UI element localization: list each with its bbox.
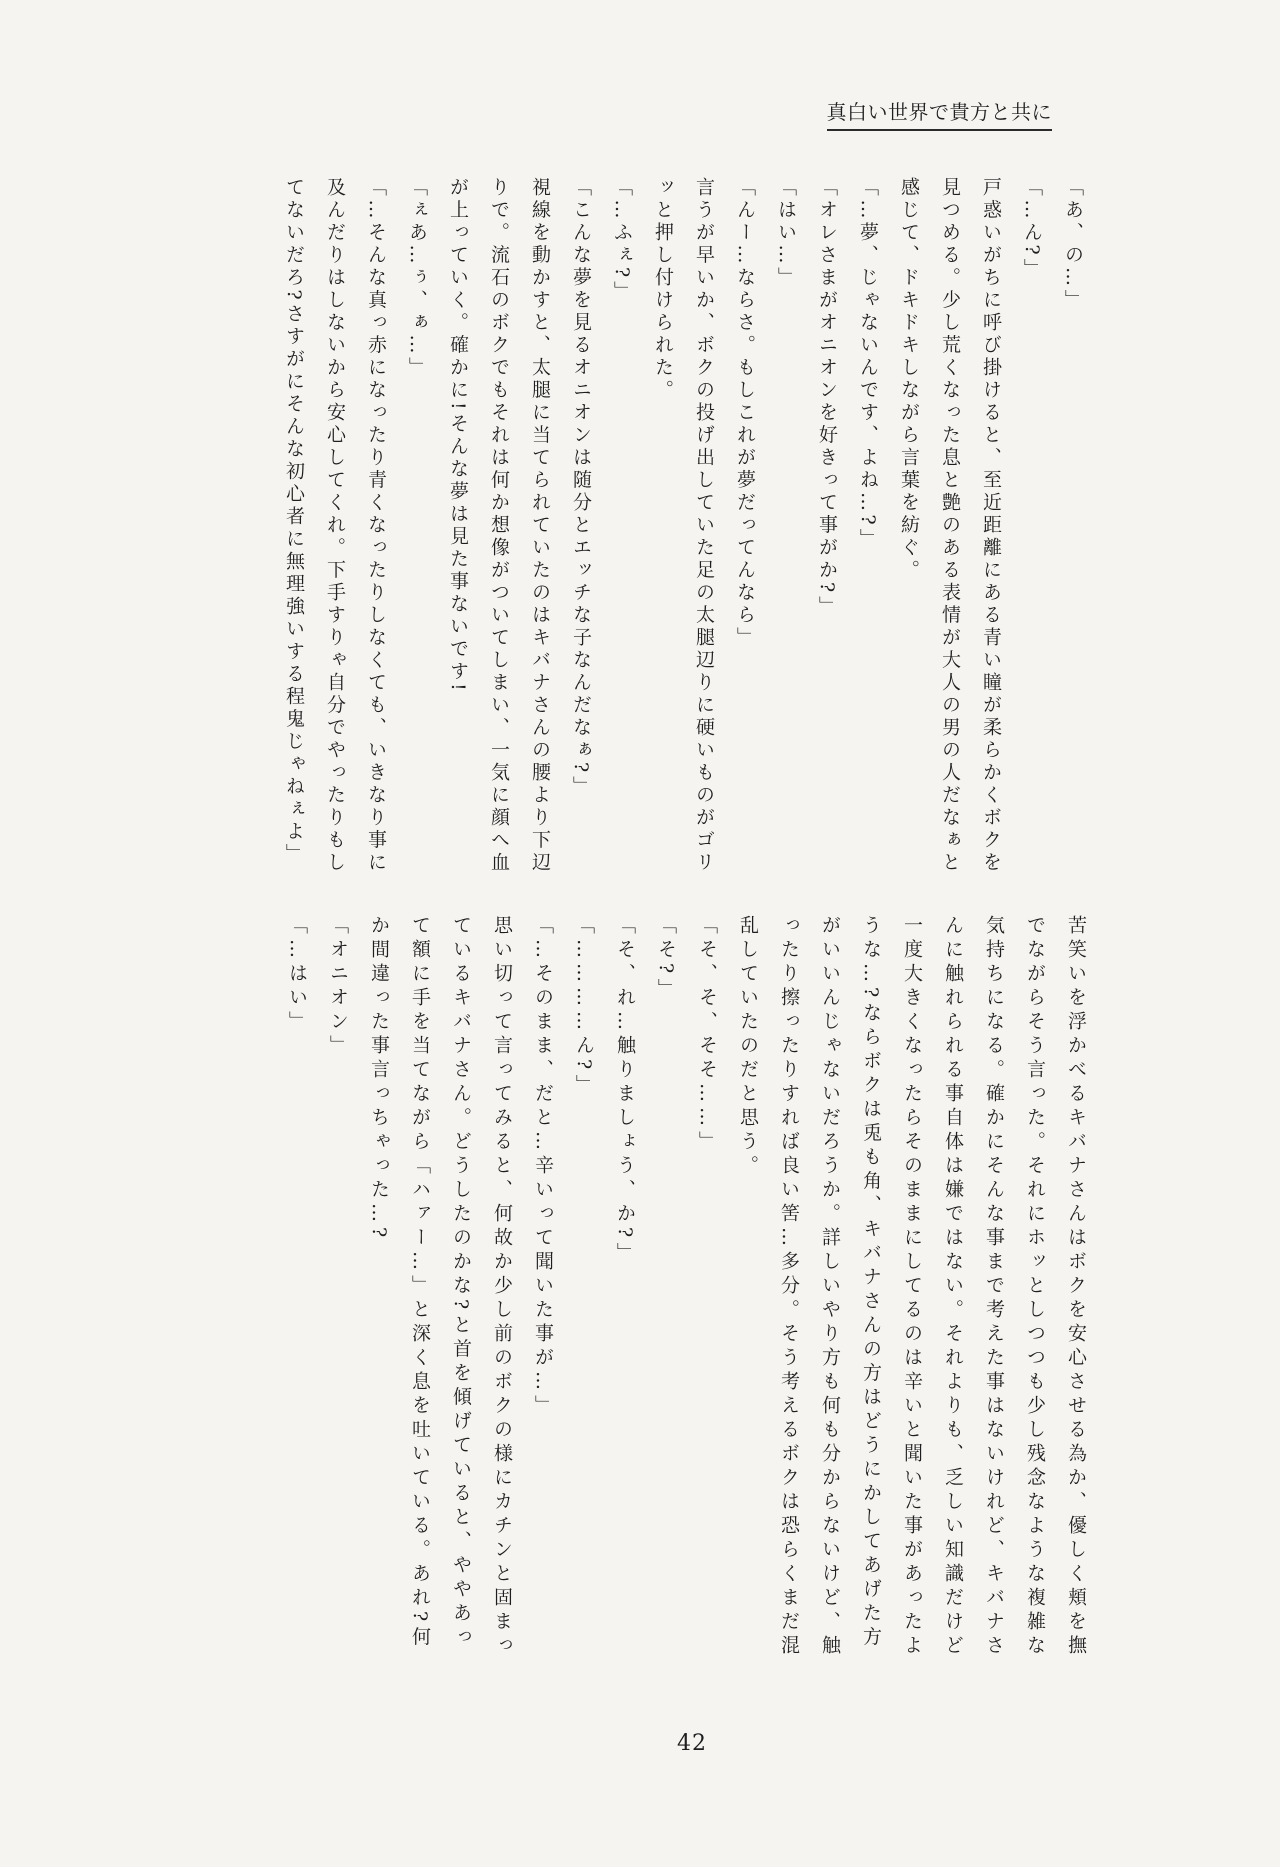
- text-column: 乱していたのだと思う。: [737, 915, 759, 1179]
- text-column: 感じて、ドキドキしながら言葉を紡ぐ。: [898, 177, 920, 582]
- text-column: 「オニオン」: [327, 915, 349, 1059]
- text-column: 「…夢、じゃないんです、よね…?」: [857, 177, 879, 551]
- text-column: てないだろ?さすがにそんな初心者に無理強いする程鬼じゃねぇよ」: [283, 177, 305, 866]
- text-column: 言うが早いか、ボクの投げ出していた足の太腿辺りに硬いものがゴリ: [693, 177, 715, 875]
- text-column: 「こんな夢を見るオニオンは随分とエッチな子なんだなぁ?」: [570, 177, 592, 799]
- text-column: 「そ、れ…触りましょう、か?」: [614, 915, 636, 1267]
- text-column: て額に手を当てながら「ハァー…」と深く息を吐いている。あれ?何: [409, 915, 431, 1651]
- text-column: 「そ?」: [655, 915, 677, 1003]
- text-column: ったり擦ったりすれば良い筈…多分。そう考えるボクは恐らくまだ混: [778, 915, 800, 1659]
- text-column: 「…ふぇ?」: [611, 177, 633, 304]
- text-column: 「はい…」: [775, 177, 797, 290]
- text-column: 見つめる。少し荒くなった息と艶のある表情が大人の男の人だなぁと: [939, 177, 961, 875]
- text-column: 戸惑いがちに呼び掛けると、至近距離にある青い瞳が柔らかくボクを: [980, 177, 1002, 875]
- text-column: 気持ちになる。確かにそんな事まで考えた事はないけれど、キバナさ: [983, 915, 1005, 1659]
- text-column: が上っていく。確かに!そんな夢は見た事ないです!: [447, 177, 469, 695]
- text-column: んに触れられる事自体は嫌ではない。それよりも、乏しい知識だけど: [942, 915, 964, 1659]
- text-column: がいいんじゃないだろうか。詳しいやり方も何も分からないけど、触: [819, 915, 841, 1659]
- text-column: ているキバナさん。どうしたのかな?と首を傾げていると、ややあっ: [450, 915, 472, 1651]
- text-column: 「そ、そ、そそ……」: [696, 915, 718, 1155]
- text-column: 「ぇあ…ぅ、ぁ…」: [406, 177, 428, 380]
- text-column: ッと押し付けられた。: [652, 177, 674, 402]
- text-column: 視線を動かすと、太腿に当てられていたのはキバナさんの腰より下辺: [529, 177, 551, 875]
- text-column: 思い切って言ってみると、何故か少し前のボクの様にカチンと固まっ: [491, 915, 513, 1659]
- text-column: 「…………ん?」: [573, 915, 595, 1099]
- upper-text-block: [273, 177, 1093, 883]
- page-header-title: 真白い世界で貴方と共に: [827, 96, 1053, 131]
- text-column: うな…?ならボクは兎も角、キバナさんの方はどうにかしてあげた方: [860, 915, 882, 1651]
- page-number: 42: [677, 1731, 707, 1756]
- lower-text-block: [276, 915, 1096, 1672]
- text-column: 「あ、の…」: [1062, 177, 1084, 312]
- text-column: 「…そんな真っ赤になったり青くなったりしなくても、いきなり事に: [365, 177, 387, 875]
- text-column: りで。流石のボクでもそれは何か想像がついてしまい、一気に顔へ血: [488, 177, 510, 875]
- text-column: でながらそう言った。それにホッとしつつも少し残念なような複雑な: [1024, 915, 1046, 1659]
- text-column: 一度大きくなったらそのままにしてるのは辛いと聞いた事があったよ: [901, 915, 923, 1659]
- text-column: 「オレさまがオニオンを好きって事がか?」: [816, 177, 838, 619]
- text-column: 及んだりはしないから安心してくれ。下手すりゃ自分でやったりもし: [324, 177, 346, 875]
- text-column: 「…ん?」: [1021, 177, 1043, 281]
- text-column: か間違った事言っちゃった…?: [368, 915, 390, 1243]
- text-column: 「…はい」: [286, 915, 308, 1035]
- text-column: 苦笑いを浮かべるキバナさんはボクを安心させる為か、優しく頬を撫: [1065, 915, 1087, 1659]
- text-column: 「…そのまま、だと…辛いって聞いた事が…」: [532, 915, 554, 1419]
- text-column: 「んー…ならさ。もしこれが夢だってんなら」: [734, 177, 756, 650]
